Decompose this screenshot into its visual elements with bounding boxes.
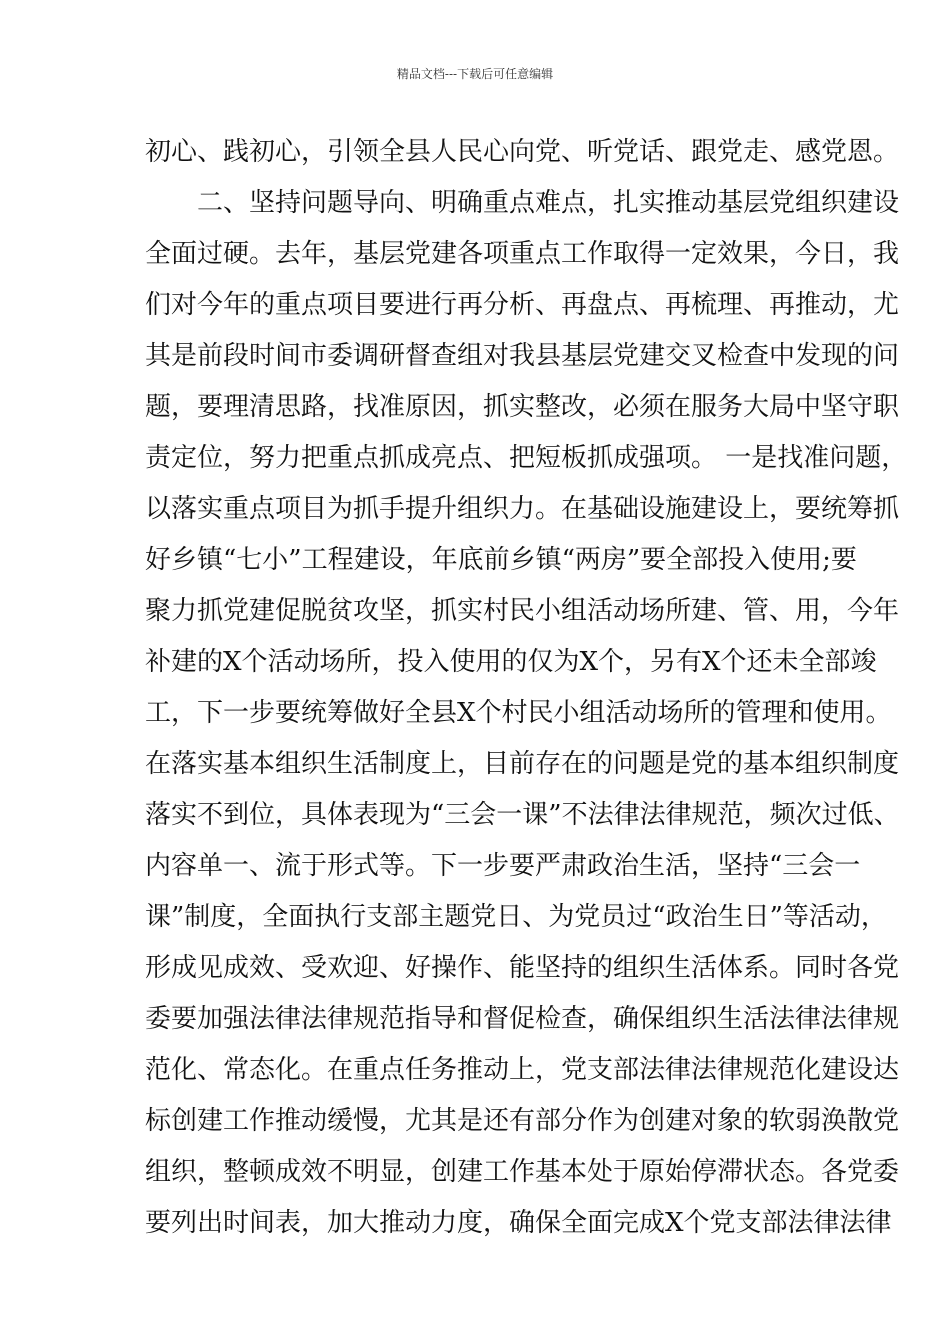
text-line: 要列出时间表，加大推动力度，确保全面完成X个党支部法律法律 xyxy=(145,1208,892,1238)
text-line: 落实不到位，具体表现为“三会一课”不法律法律规范，频次过低、 xyxy=(145,800,900,830)
text-line: 范化、常态化。在重点任务推动上，党支部法律法律规范化建设达 xyxy=(145,1055,900,1085)
page-header: 精品文档---下载后可任意编辑 xyxy=(396,67,554,81)
text-line: 初心、践初心，引领全县人民心向党、听党话、跟党走、感党恩。 xyxy=(145,137,900,167)
text-line: 们对今年的重点项目要进行再分析、再盘点、再梳理、再推动，尤 xyxy=(145,290,900,320)
text-line: 以落实重点项目为抓手提升组织力。在基础设施建设上，要统筹抓 xyxy=(145,494,900,524)
text-line: 聚力抓党建促脱贫攻坚，抓实村民小组活动场所建、管、用，今年 xyxy=(145,596,900,626)
text-line: 其是前段时间市委调研督查组对我县基层党建交叉检查中发现的问 xyxy=(145,341,900,371)
text-line: 在落实基本组织生活制度上，目前存在的问题是党的基本组织制度 xyxy=(145,749,900,779)
text-line: 全面过硬。去年，基层党建各项重点工作取得一定效果，今日，我 xyxy=(145,239,900,269)
text-line: 责定位，努力把重点抓成亮点、把短板抓成强项。 一是找准问题， xyxy=(145,443,908,473)
text-line: 内容单一、流于形式等。下一步要严肃政治生活，坚持“三会一 xyxy=(145,851,861,881)
text-line: 组织，整顿成效不明显，创建工作基本处于原始停滞状态。各党委 xyxy=(145,1157,900,1187)
text-line: 题，要理清思路，找准原因，抓实整改，必须在服务大局中坚守职 xyxy=(145,392,900,422)
text-line: 好乡镇“七小”工程建设，年底前乡镇“两房”要全部投入使用;要 xyxy=(145,545,857,575)
text-line: 标创建工作推动缓慢，尤其是还有部分作为创建对象的软弱涣散党 xyxy=(145,1106,900,1136)
text-line: 课”制度，全面执行支部主题党日、为党员过“政治生日”等活动， xyxy=(145,902,887,932)
paragraph-start-line: 二、坚持问题导向、明确重点难点，扎实推动基层党组织建设 xyxy=(197,188,900,218)
text-line: 工，下一步要统筹做好全县X个村民小组活动场所的管理和使用。 xyxy=(145,698,892,728)
text-line: 形成见成效、受欢迎、好操作、能坚持的组织生活体系。同时各党 xyxy=(145,953,900,983)
text-line: 补建的X个活动场所，投入使用的仅为X个，另有X个还未全部竣 xyxy=(145,647,877,677)
text-line: 委要加强法律法律规范指导和督促检查，确保组织生活法律法律规 xyxy=(145,1004,900,1034)
